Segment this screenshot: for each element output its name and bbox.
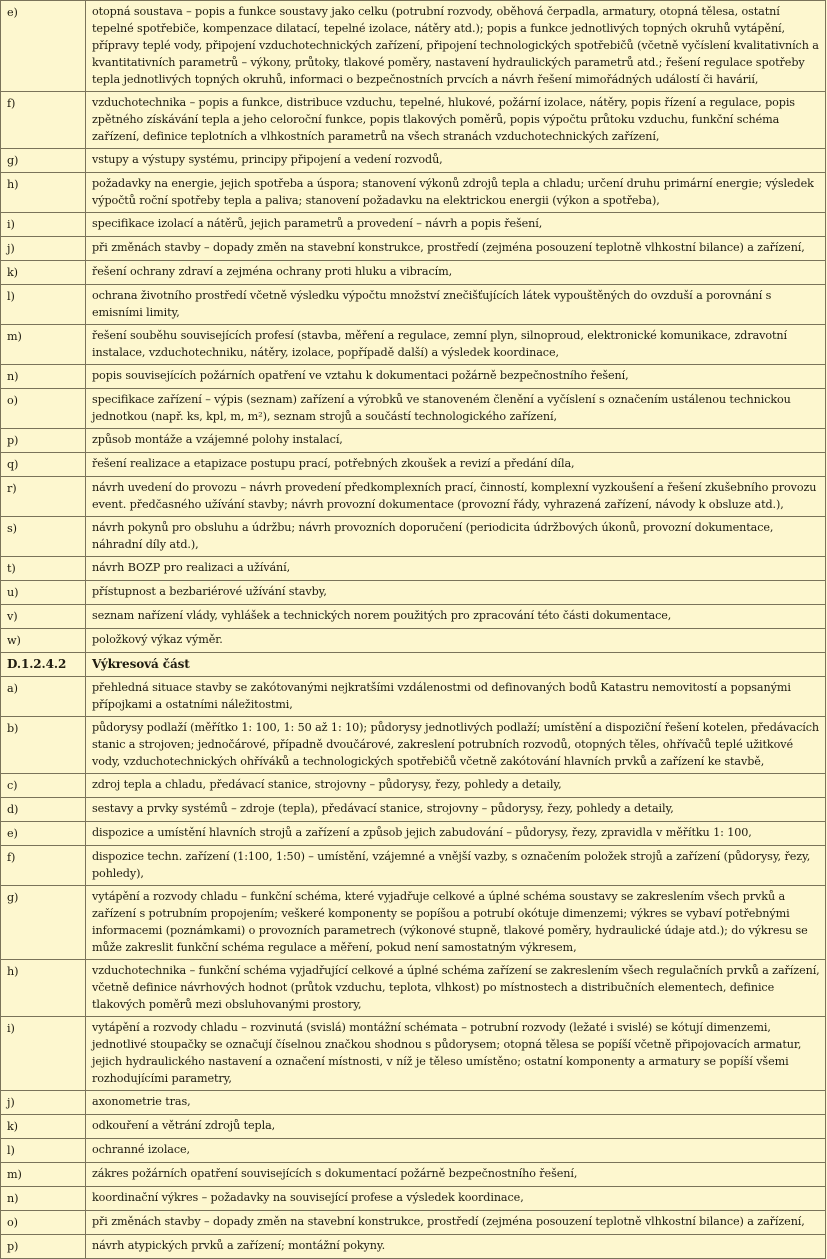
item-letter: k) (1, 1115, 86, 1139)
item-text: řešení ochrany zdraví a zejména ochrany proti hluku a vibracím, (86, 261, 826, 285)
item-letter: h) (1, 173, 86, 213)
item-text: otopná soustava – popis a funkce soustavy jako celku (potrubní rozvody, oběhová čerpadla, armatury, otopná tělesa, ostatní tepelné spotřebiče, kompenzace dilatací, tepelné izolace, nátěry atd.); popis a funkce jednotlivých topných okruhů vytápění, přípravy teplé vody, připojení vzduchotechnických zařízení, připojení technologických spotřebičů (včetně vyčíslení kvalitativních a kvantitativních parametrů – výkony, průtoky, tlakové poměry, nastavení hydraulických parametrů atd.; řešení regulace spotřeby tepla jednotlivých topných okruhů, informaci o bezpečnostních prvcích a návrh řešení mimořádných událostí či havárií, (86, 1, 826, 92)
item-text: vzduchotechnika – funkční schéma vyjadřující celkové a úplné schéma zařízení se zakreslením všech regulačních prvků a zařízení, včetně definice návrhových hodnot (průtok vzduchu, teplota, vlhkost) po místnostech a distribučních elementech, definice tlakových poměrů mezi obsluhovanými prostory, (86, 960, 826, 1017)
item-letter: v) (1, 605, 86, 629)
item-letter: a) (1, 677, 86, 717)
item-letter: l) (1, 1139, 86, 1163)
item-letter: g) (1, 149, 86, 173)
item-text: požadavky na energie, jejich spotřeba a úspora; stanovení výkonů zdrojů tepla a chladu; určení druhu primární energie; výsledek výpočtů roční spotřeby tepla a paliva; stanovení požadavku na elektrickou energii (výkon a spotřeba), (86, 173, 826, 213)
item-letter: i) (1, 213, 86, 237)
item-letter: j) (1, 237, 86, 261)
item-text: ochrana životního prostředí včetně výsledku výpočtu množství znečišťujících látek vypouštěných do ovzduší a porovnání s emisními limity, (86, 285, 826, 325)
item-text: zákres požárních opatření souvisejících s dokumentací požárně bezpečnostního řešení, (86, 1163, 826, 1187)
table-row (1, 453, 826, 477)
item-letter: w) (1, 629, 86, 653)
item-letter: d) (1, 798, 86, 822)
item-text: ochranné izolace, (86, 1139, 826, 1163)
table-row (1, 517, 826, 557)
table-row (1, 677, 826, 717)
section-title: Výkresová část (86, 653, 826, 677)
item-text: dispozice a umístění hlavních strojů a zařízení a způsob jejich zabudování – půdorysy, řezy, zpravidla v měřítku 1: 100, (86, 822, 826, 846)
item-letter: h) (1, 960, 86, 1017)
item-text: sestavy a prvky systémů – zdroje (tepla), předávací stanice, strojovny – půdorysy, řezy, pohledy a detaily, (86, 798, 826, 822)
item-text: návrh uvedení do provozu – návrh provedení předkomplexních prací, činností, komplexní vyzkoušení a řešení zkušebního provozu event. předčasného užívání stavby; návrh provozní dokumentace (provozní řády, vyhrazená zařízení, návody k obsluze atd.), (86, 477, 826, 517)
item-letter: m) (1, 1163, 86, 1187)
item-letter: c) (1, 774, 86, 798)
section-header-row (1, 653, 826, 677)
item-letter: m) (1, 325, 86, 365)
item-text: položkový výkaz výměr. (86, 629, 826, 653)
item-letter: p) (1, 1235, 86, 1259)
table-row (1, 774, 826, 798)
item-text: návrh pokynů pro obsluhu a údržbu; návrh provozních doporučení (periodicita údržbových úkonů, provozní dokumentace, náhradní díly atd.), (86, 517, 826, 557)
item-text: přístupnost a bezbariérové užívání stavby, (86, 581, 826, 605)
table-row (1, 149, 826, 173)
item-letter: f) (1, 846, 86, 886)
item-text: koordinační výkres – požadavky na související profese a výsledek koordinace, (86, 1187, 826, 1211)
table-row (1, 1235, 826, 1259)
item-text: návrh BOZP pro realizaci a užívání, (86, 557, 826, 581)
item-text: zdroj tepla a chladu, předávací stanice, strojovny – půdorysy, řezy, pohledy a detaily, (86, 774, 826, 798)
item-text: při změnách stavby – dopady změn na stavební konstrukce, prostředí (zejména posouzení teplotně vlhkostní bilance) a zařízení, (86, 1211, 826, 1235)
table-row (1, 389, 826, 429)
table-row (1, 213, 826, 237)
item-letter: n) (1, 1187, 86, 1211)
item-text: při změnách stavby – dopady změn na stavební konstrukce, prostředí (zejména posouzení teplotně vlhkostní bilance) a zařízení, (86, 237, 826, 261)
table-row (1, 629, 826, 653)
item-letter: t) (1, 557, 86, 581)
item-text: přehledná situace stavby se zakótovanými nejkratšími vzdálenostmi od definovaných bodů Katastru nemovitostí a popsanými přípojkami a ostatními náležitostmi, (86, 677, 826, 717)
table-row (1, 798, 826, 822)
table-row (1, 173, 826, 213)
item-text: vzduchotechnika – popis a funkce, distribuce vzduchu, tepelné, hlukové, požární izolace, nátěry, popis řízení a regulace, popis zpětného získávání tepla a jeho celoroční funkce, popis tlakových poměrů, popis výpočtu průtoku vzduchu, funkční schéma zařízení, definice teplotních a vlhkostních parametrů na všech stranách vzduchotechnických zařízení, (86, 92, 826, 149)
item-letter: p) (1, 429, 86, 453)
item-letter: u) (1, 581, 86, 605)
item-text: řešení realizace a etapizace postupu prací, potřebných zkoušek a revizí a předání díla, (86, 453, 826, 477)
table-row (1, 557, 826, 581)
item-letter: e) (1, 1, 86, 92)
table-row (1, 1211, 826, 1235)
table-row (1, 1115, 826, 1139)
item-letter: g) (1, 886, 86, 960)
item-text: vytápění a rozvody chladu – rozvinutá (svislá) montážní schémata – potrubní rozvody (ležaté i svislé) se kótují dimenzemi, jednotlivé stoupačky se označují číselnou značkou shodnou s půdorysem; otopná tělesa se popíší včetně připojovacích armatur, jejich hydraulického nastavení a označení místnosti, v níž je těleso umístěno; ostatní komponenty a armatury se popíší všemi rozhodujícími parametry, (86, 1017, 826, 1091)
table-row (1, 960, 826, 1017)
item-text: axonometrie tras, (86, 1091, 826, 1115)
item-letter: q) (1, 453, 86, 477)
item-letter: i) (1, 1017, 86, 1091)
table-row (1, 477, 826, 517)
item-letter: r) (1, 477, 86, 517)
table-row (1, 92, 826, 149)
item-text: dispozice techn. zařízení (1:100, 1:50) – umístění, vzájemné a vnější vazby, s označením položek strojů a zařízení (půdorysy, řezy, pohledy), (86, 846, 826, 886)
table-row (1, 1, 826, 92)
table-row (1, 886, 826, 960)
table-row (1, 717, 826, 774)
item-text: návrh atypických prvků a zařízení; montážní pokyny. (86, 1235, 826, 1259)
table-row (1, 822, 826, 846)
item-letter: o) (1, 389, 86, 429)
item-letter: s) (1, 517, 86, 557)
item-letter: j) (1, 1091, 86, 1115)
item-letter: k) (1, 261, 86, 285)
table-row (1, 1163, 826, 1187)
table-row (1, 1139, 826, 1163)
requirements-table-body (1, 1, 826, 1259)
table-row (1, 605, 826, 629)
table-row (1, 581, 826, 605)
item-letter: f) (1, 92, 86, 149)
item-text: seznam nařízení vlády, vyhlášek a technických norem použitých pro zpracování této části dokumentace, (86, 605, 826, 629)
item-text: specifikace zařízení – výpis (seznam) zařízení a výrobků ve stanoveném členění a vyčíslení s označením ustálenou technickou jednotkou (např. ks, kpl, m, m²), seznam strojů a součástí technologického zařízení, (86, 389, 826, 429)
item-text: specifikace izolací a nátěrů, jejich parametrů a provedení – návrh a popis řešení, (86, 213, 826, 237)
table-row (1, 1091, 826, 1115)
item-text: vytápění a rozvody chladu – funkční schéma, které vyjadřuje celkové a úplné schéma soustavy se zakreslením všech prvků a zařízení s potrubním propojením; veškeré komponenty se popíšou a potrubí okótuje dimenzemi; výkres se vybaví potřebnými informacemi (poznámkami) o provozních parametrech (výkonové stupně, tlakové poměry, hydraulické údaje atd.); do výkresu se může zakreslit funkční schéma regulace a měření, pokud není samostatným výkresem, (86, 886, 826, 960)
item-text: vstupy a výstupy systému, principy připojení a vedení rozvodů, (86, 149, 826, 173)
item-text: odkouření a větrání zdrojů tepla, (86, 1115, 826, 1139)
section-code: D.1.2.4.2 (1, 653, 86, 677)
item-text: řešení souběhu souvisejících profesí (stavba, měření a regulace, zemní plyn, silnoproud, elektronické komunikace, zdravotní instalace, vzduchotechniku, nátěry, izolace, popřípadě další) a výsledek koordinace, (86, 325, 826, 365)
table-row (1, 285, 826, 325)
item-text: popis souvisejících požárních opatření ve vztahu k dokumentaci požárně bezpečnostního řešení, (86, 365, 826, 389)
item-letter: o) (1, 1211, 86, 1235)
table-row (1, 429, 826, 453)
table-row (1, 261, 826, 285)
item-text: způsob montáže a vzájemné polohy instalací, (86, 429, 826, 453)
item-letter: l) (1, 285, 86, 325)
table-row (1, 1017, 826, 1091)
table-row (1, 846, 826, 886)
item-letter: b) (1, 717, 86, 774)
item-text: půdorysy podlaží (měřítko 1: 100, 1: 50 až 1: 10); půdorysy jednotlivých podlaží; umístění a dispoziční řešení kotelen, předávacích stanic a strojoven; jednočárové, případně dvoučárové, zakreslení potrubních rozvodů, otopných těles, ohřívačů teplé užitkové vody, vzduchotechnických ohříváků a technologických spotřebičů včetně zakótování hlavních prvků a zařízení ke stavbě, (86, 717, 826, 774)
table-row (1, 325, 826, 365)
table-row (1, 365, 826, 389)
item-letter: e) (1, 822, 86, 846)
table-row (1, 237, 826, 261)
item-letter: n) (1, 365, 86, 389)
table-row (1, 1187, 826, 1211)
